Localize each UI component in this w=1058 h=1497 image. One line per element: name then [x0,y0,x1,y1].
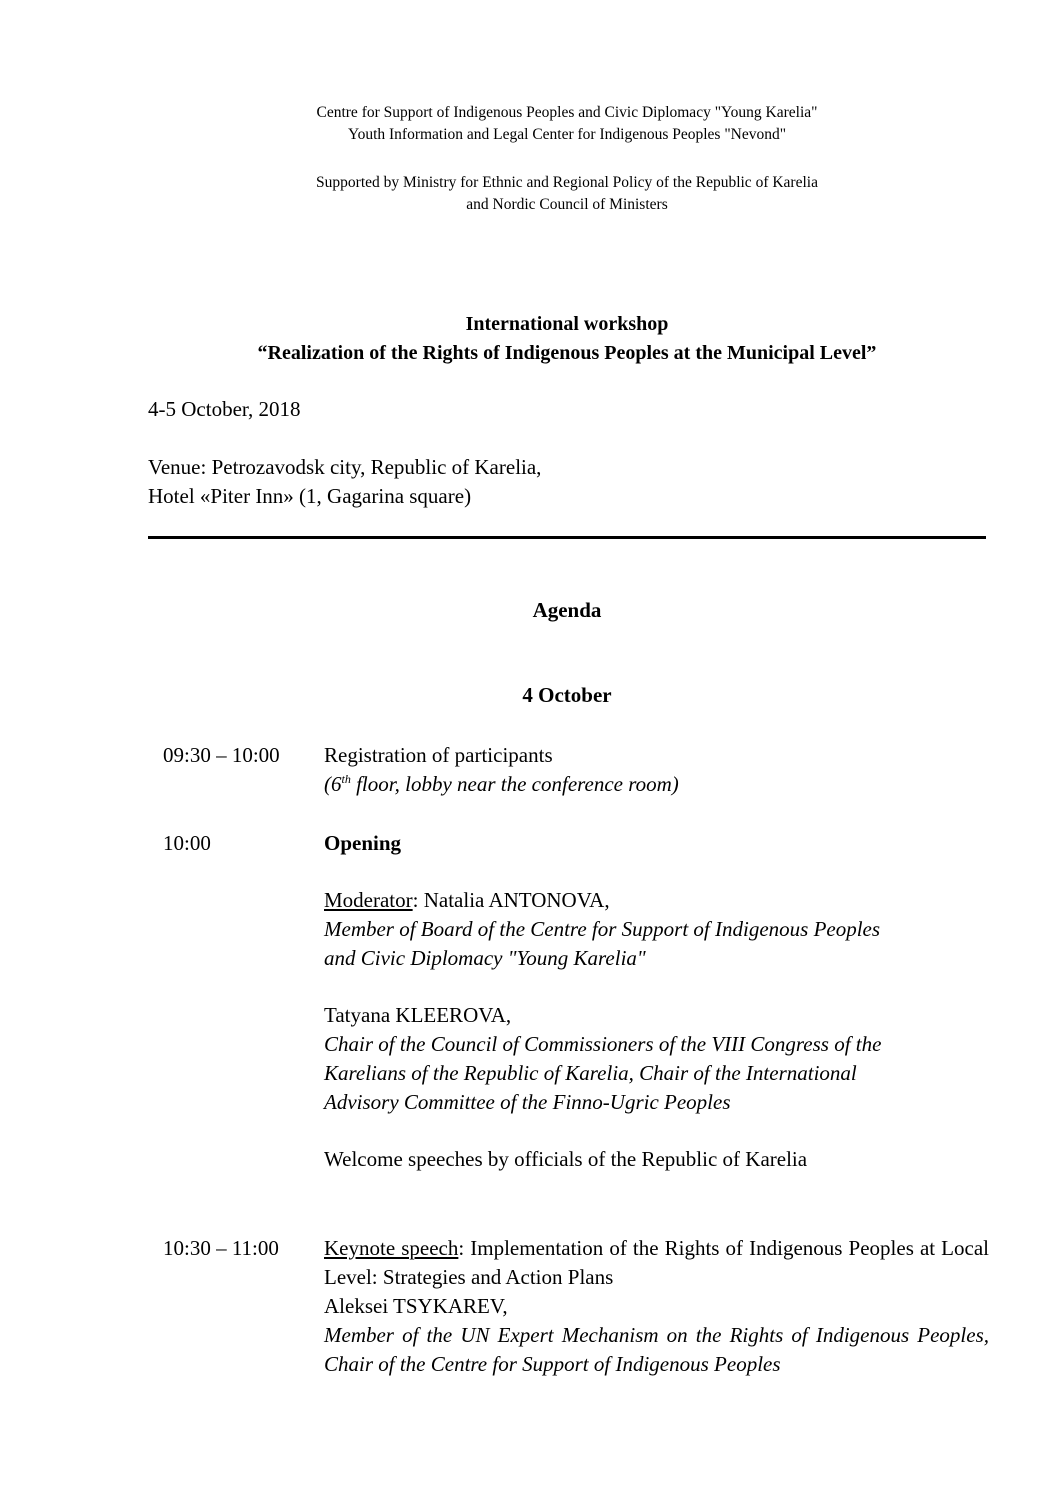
workshop-title: “Realization of the Rights of Indigenous Peoples at the Municipal Level” [257,342,877,364]
moderator-role-1: Member of Board of the Centre for Support of Indigenous Peoples [324,917,881,941]
organizer-line-1: Centre for Support of Indigenous Peoples and Civic Diplomacy "Young Karelia" [316,104,818,121]
note-prefix: (6 [324,772,342,796]
keynote-speaker-role: Member of the UN Expert Mechanism on the Rights of Indigenous Peoples, Chair of the Centre for Support of Indigenous Peoples [324,1323,989,1376]
organizer-line-2: Youth Information and Legal Center for Indigenous Peoples "Nevond" [347,126,787,143]
divider [148,536,986,539]
moderator-label: Moderator [324,888,413,912]
item-title: Registration of participants [324,743,553,767]
keynote-text: : Implementation of the Rights of Indigenous Peoples at Local Level: Strategies and Action Plans [324,1236,989,1289]
welcome-speeches: Welcome speeches by officials of the Republic of Karelia [324,1147,808,1171]
item-time: 09:30 – 10:00 [163,743,280,767]
note-superscript: th [341,772,351,786]
moderator-line [324,886,610,915]
speaker-role-1: Chair of the Council of Commissioners of the VIII Congress of the [324,1032,882,1056]
day-heading: 4 October [522,683,612,707]
keynote-topic [324,1234,989,1292]
event-dates: 4-5 October, 2018 [148,397,301,421]
agenda-heading: Agenda [532,598,602,622]
support-line-1: Supported by Ministry for Ethnic and Regional Policy of the Republic of Karelia [316,174,818,191]
item-time: 10:00 [163,831,211,855]
speaker-role-3: Advisory Committee of the Finno-Ugric Peoples [324,1090,731,1114]
keynote-label: Keynote speech [324,1236,459,1260]
speaker-role-2: Karelians of the Republic of Karelia, Chair of the International [324,1061,857,1085]
item-location-note [324,770,679,799]
item-time: 10:30 – 11:00 [163,1236,279,1260]
moderator-name: : Natalia ANTONOVA, [412,888,610,912]
venue-line-2: Hotel «Piter Inn» (1, Gagarina square) [148,484,472,508]
item-title: Opening [324,831,402,855]
support-line-2: and Nordic Council of Ministers [466,196,668,213]
venue-line-1: Venue: Petrozavodsk city, Republic of Karelia, [148,455,542,479]
speaker-name: Tatyana KLEEROVA, [324,1003,512,1027]
keynote-speaker-name: Aleksei TSYKAREV, [324,1294,508,1318]
moderator-role-2: and Civic Diplomacy "Young Karelia" [324,946,646,970]
workshop-type: International workshop [465,313,669,335]
note-suffix: floor, lobby near the conference room) [350,772,679,796]
